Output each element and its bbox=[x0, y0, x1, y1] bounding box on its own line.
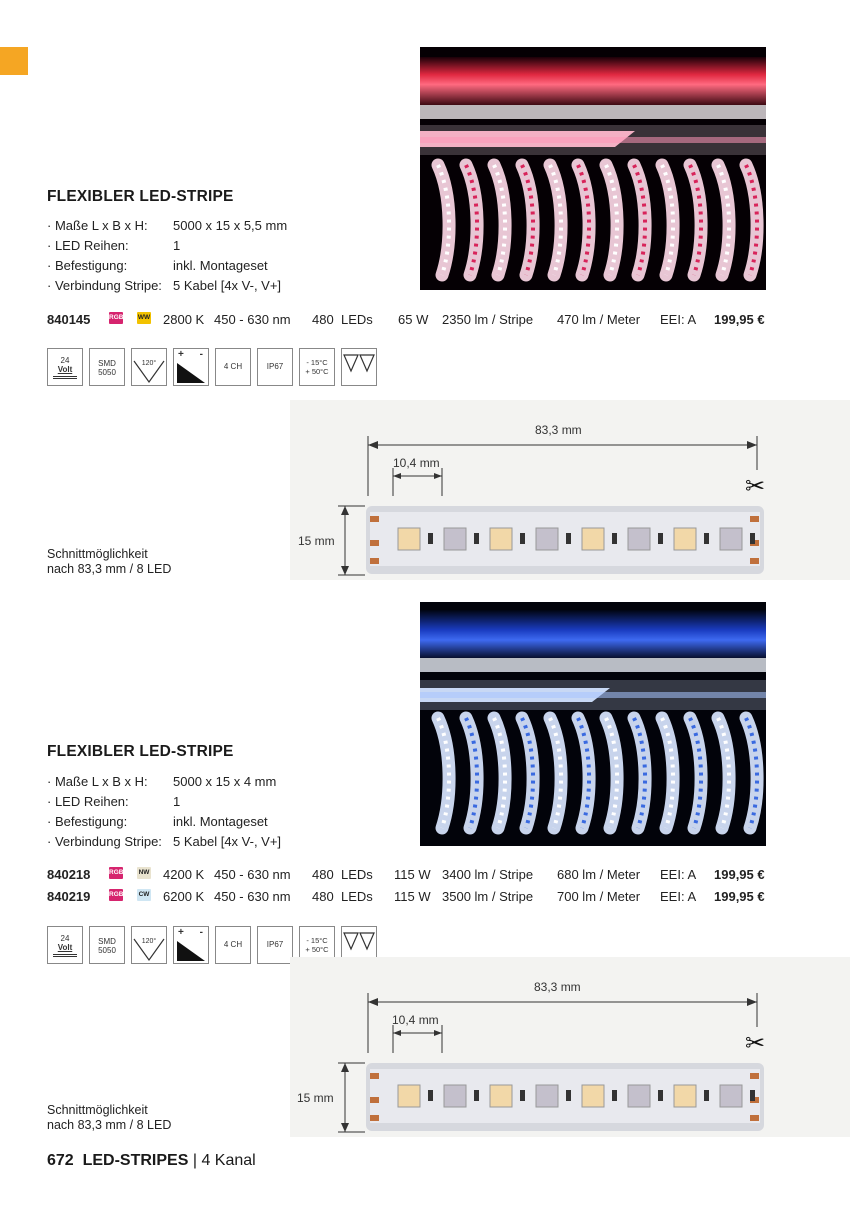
rgb-badge: RGB bbox=[109, 312, 123, 324]
section-tab-marker bbox=[0, 47, 28, 75]
voltage-icon bbox=[47, 926, 83, 964]
subsection-name: 4 Kanal bbox=[201, 1152, 256, 1169]
lumen-meter: 700 lm / Meter bbox=[557, 889, 641, 904]
cut-note bbox=[47, 547, 171, 577]
lumen-stripe: 3400 lm / Stripe bbox=[442, 867, 534, 882]
spec-value: inkl. Montageset bbox=[173, 258, 268, 273]
ip-rating-icon bbox=[257, 348, 293, 386]
led-count-label: LEDs bbox=[341, 312, 373, 327]
article-number: 840218 bbox=[47, 867, 91, 882]
wattage: 65 W bbox=[398, 312, 429, 327]
spec-value: 5000 x 15 x 4 mm bbox=[173, 774, 277, 789]
smd-icon bbox=[89, 348, 125, 386]
furniture-mark-icon bbox=[341, 348, 377, 386]
ww-badge: WW bbox=[137, 312, 151, 324]
price: 199,95 € bbox=[714, 867, 765, 882]
page-footer bbox=[47, 1152, 256, 1170]
cut-note bbox=[47, 1103, 171, 1133]
cut-length-label: 83,3 mm bbox=[535, 423, 582, 437]
rgb-badge: RGB bbox=[109, 889, 123, 901]
color-temperature: 6200 K bbox=[163, 889, 205, 904]
spec-key: · Befestigung: bbox=[47, 814, 128, 829]
led-count-label: LEDs bbox=[341, 889, 373, 904]
dc-symbol-icon bbox=[53, 954, 77, 957]
lumen-stripe: 2350 lm / Stripe bbox=[442, 312, 534, 327]
cut-note-line2: nach 83,3 mm / 8 LED bbox=[47, 562, 172, 576]
smd-label: SMD bbox=[98, 937, 116, 946]
temp-high: + 50°C bbox=[305, 367, 329, 376]
stripe-width-label: 15 mm bbox=[297, 1091, 334, 1105]
rgb-badge: RGB bbox=[109, 867, 123, 879]
spec-row bbox=[47, 832, 281, 852]
smd-icon bbox=[89, 926, 125, 964]
beam-angle-icon bbox=[131, 926, 167, 964]
spec-key: · Verbindung Stripe: bbox=[47, 834, 162, 849]
channel-value: 4 CH bbox=[223, 362, 243, 371]
spec-key: · Verbindung Stripe: bbox=[47, 278, 162, 293]
spec-value: 5 Kabel [4x V-, V+] bbox=[173, 278, 282, 293]
color-temperature: 4200 K bbox=[163, 867, 205, 882]
cut-note-line1: Schnittmöglichkeit bbox=[47, 547, 148, 561]
spec-list bbox=[47, 216, 287, 296]
spec-row bbox=[47, 256, 287, 276]
spec-row bbox=[47, 792, 281, 812]
led-stripe-photo-blue bbox=[420, 602, 766, 846]
wattage: 115 W bbox=[394, 867, 431, 882]
led-count: 480 bbox=[312, 867, 334, 882]
lumen-stripe: 3500 lm / Stripe bbox=[442, 889, 534, 904]
energy-class: EEI: A bbox=[660, 312, 697, 327]
cut-length-label: 83,3 mm bbox=[534, 980, 581, 994]
scissors-icon: ✂ bbox=[745, 1029, 766, 1057]
smd-label: SMD bbox=[98, 359, 116, 368]
page-number: 672 bbox=[47, 1152, 74, 1169]
temperature-icon bbox=[299, 348, 335, 386]
spec-value: 1 bbox=[173, 794, 181, 809]
energy-class: EEI: A bbox=[660, 889, 697, 904]
spec-key: · LED Reihen: bbox=[47, 238, 129, 253]
spec-list bbox=[47, 772, 281, 852]
voltage-icon bbox=[47, 348, 83, 386]
product-photo bbox=[420, 47, 766, 290]
voltage-value: 24 bbox=[60, 934, 70, 943]
led-count: 480 bbox=[312, 312, 334, 327]
wavelength-range: 450 - 630 nm bbox=[214, 889, 291, 904]
dim-plus: + bbox=[178, 349, 184, 360]
nw-badge: NW bbox=[137, 867, 151, 879]
temp-low: - 15°C bbox=[306, 936, 328, 945]
energy-class: EEI: A bbox=[660, 867, 697, 882]
channel-value: 4 CH bbox=[223, 940, 243, 949]
temp-low: - 15°C bbox=[306, 358, 328, 367]
ip-rating-value: IP67 bbox=[266, 362, 284, 371]
lumen-meter: 680 lm / Meter bbox=[557, 867, 641, 882]
spec-row bbox=[47, 216, 287, 236]
spec-key: · Befestigung: bbox=[47, 258, 128, 273]
wavelength-range: 450 - 630 nm bbox=[214, 867, 291, 882]
stripe-width-label: 15 mm bbox=[298, 534, 335, 548]
smd-type: 5050 bbox=[98, 946, 116, 955]
spec-row bbox=[47, 236, 287, 256]
channel-icon bbox=[215, 926, 251, 964]
article-row bbox=[47, 312, 767, 330]
article-number: 840219 bbox=[47, 889, 91, 904]
article-row bbox=[47, 889, 767, 907]
beam-angle-icon bbox=[131, 348, 167, 386]
spec-key: · Maße L x B x H: bbox=[47, 774, 148, 789]
spec-row bbox=[47, 772, 281, 792]
spec-row bbox=[47, 276, 287, 296]
spec-key: · Maße L x B x H: bbox=[47, 218, 148, 233]
spec-value: 5 Kabel [4x V-, V+] bbox=[173, 834, 282, 849]
footer-separator: | bbox=[192, 1152, 197, 1169]
spec-row bbox=[47, 812, 281, 832]
cw-badge: CW bbox=[137, 889, 151, 901]
article-row bbox=[47, 867, 767, 885]
dim-plus: + bbox=[178, 927, 184, 938]
ip-rating-value: IP67 bbox=[266, 940, 284, 949]
led-pitch-label: 10,4 mm bbox=[392, 1013, 439, 1027]
temp-high: + 50°C bbox=[305, 945, 329, 954]
wattage: 115 W bbox=[394, 889, 431, 904]
color-temperature: 2800 K bbox=[163, 312, 205, 327]
wavelength-range: 450 - 630 nm bbox=[214, 312, 291, 327]
price: 199,95 € bbox=[714, 312, 765, 327]
voltage-unit: Volt bbox=[57, 365, 73, 374]
spec-value: 1 bbox=[173, 238, 181, 253]
dim-minus: - bbox=[199, 927, 203, 938]
dc-symbol-icon bbox=[53, 376, 77, 379]
led-count: 480 bbox=[312, 889, 334, 904]
price: 199,95 € bbox=[714, 889, 765, 904]
voltage-value: 24 bbox=[60, 356, 70, 365]
channel-icon bbox=[215, 348, 251, 386]
lumen-meter: 470 lm / Meter bbox=[557, 312, 641, 327]
beam-angle-value: 120° bbox=[141, 360, 157, 367]
ip-rating-icon bbox=[257, 926, 293, 964]
dim-minus: - bbox=[199, 349, 203, 360]
section-name: LED-STRIPES bbox=[82, 1152, 189, 1169]
dimmable-icon bbox=[173, 348, 209, 386]
beam-angle-value: 120° bbox=[141, 938, 157, 945]
cut-note-line1: Schnittmöglichkeit bbox=[47, 1103, 148, 1117]
scissors-icon: ✂ bbox=[745, 472, 766, 500]
product-title: FLEXIBLER LED-STRIPE bbox=[47, 743, 234, 760]
led-stripe-photo-red bbox=[420, 47, 766, 290]
spec-value: 5000 x 15 x 5,5 mm bbox=[173, 218, 288, 233]
product-photo bbox=[420, 602, 766, 846]
smd-type: 5050 bbox=[98, 368, 116, 377]
spec-key: · LED Reihen: bbox=[47, 794, 129, 809]
cut-note-line2: nach 83,3 mm / 8 LED bbox=[47, 1118, 172, 1132]
spec-value: inkl. Montageset bbox=[173, 814, 268, 829]
led-pitch-label: 10,4 mm bbox=[393, 456, 440, 470]
dimmable-icon bbox=[173, 926, 209, 964]
article-number: 840145 bbox=[47, 312, 91, 327]
led-count-label: LEDs bbox=[341, 867, 373, 882]
product-title: FLEXIBLER LED-STRIPE bbox=[47, 188, 234, 205]
voltage-unit: Volt bbox=[57, 943, 73, 952]
